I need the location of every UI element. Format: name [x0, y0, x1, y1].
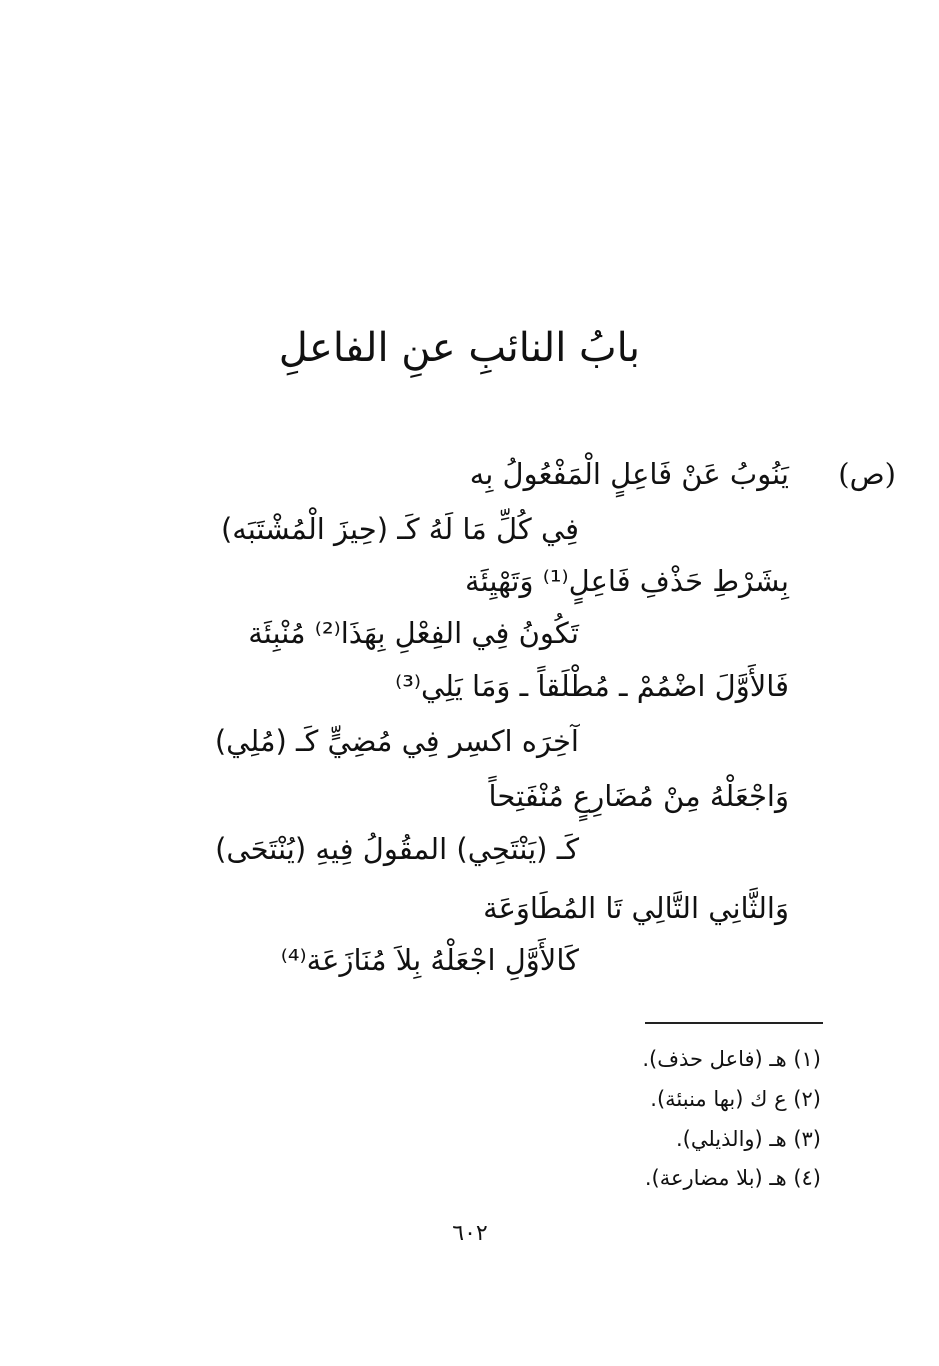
verse-line: بِشَرْطِ حَذْفِ فَاعِلٍ⁽¹⁾ وَتَهْيِئَة	[465, 564, 789, 598]
verse-line: وَالثَّانِي التَّالِي تَا المُطَاوَعَة	[483, 891, 789, 925]
verse-line: فَالأَوَّلَ اضْمُمْ ـ مُطْلَقاً ـ وَمَا يَلِي⁽³⁾	[395, 669, 789, 703]
footnote: (٣) هـ (والذيلي).	[675, 1127, 821, 1151]
verse-line: تَكُونُ فِي الفِعْلِ بِهَذَا⁽²⁾ مُنْبِئَة	[248, 616, 579, 650]
verse-line: فِي كُلِّ مَا لَهُ كَـ (حِيزَ الْمُشْتَبَه)	[220, 512, 579, 546]
footnote-separator	[645, 1022, 823, 1024]
verse-line: كَـ (يَنْتَحِي) المقُولُ فِيهِ (يُنْتَحَى)	[215, 832, 579, 866]
section-marker: (ص)	[838, 457, 896, 491]
footnote: (١) هـ (فاعل حذف).	[642, 1047, 821, 1071]
footnote: (٢) ع ك (بها منبئة).	[650, 1087, 821, 1111]
chapter-title: بابُ النائبِ عنِ الفاعلِ	[278, 325, 640, 371]
verse-line: آخِرَه اكسِر فِي مُضِيٍّ كَـ (مُلِي)	[214, 724, 579, 758]
verse-line: وَاجْعَلْهُ مِنْ مُضَارِعٍ مُنْفَتِحاً	[488, 779, 789, 813]
footnote: (٤) هـ (بلا مضارعة).	[644, 1166, 821, 1190]
verse-line: كَالأَوَّلِ اجْعَلْهُ بِلاَ مُنَازَعَة⁽⁴⁾	[280, 943, 579, 977]
page-number: ٦٠٢	[452, 1221, 488, 1246]
verse-line: يَنُوبُ عَنْ فَاعِلٍ الْمَفْعُولُ بِه	[469, 457, 789, 491]
